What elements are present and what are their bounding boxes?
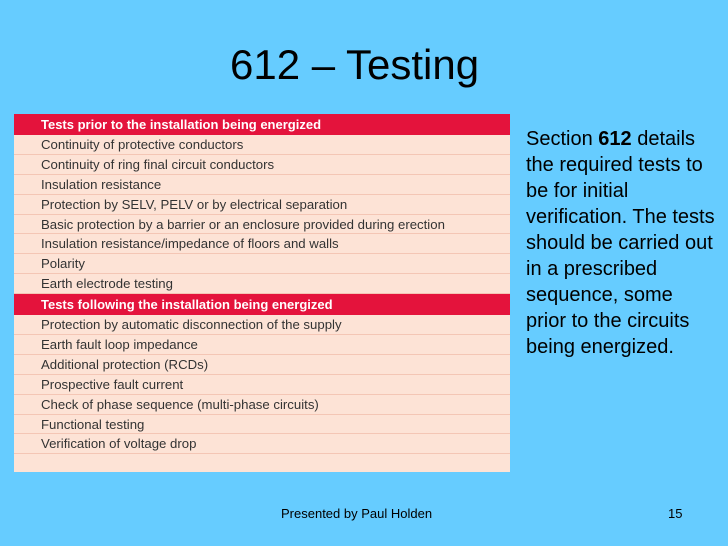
table-row: Earth fault loop impedance xyxy=(14,335,510,355)
table-row: Insulation resistance/impedance of floors and walls xyxy=(14,234,510,254)
table-row: Polarity xyxy=(14,254,510,274)
table-row: Verification of voltage drop xyxy=(14,434,510,454)
table-row: Insulation resistance xyxy=(14,175,510,195)
table-row: Basic protection by a barrier or an enclosure provided during erection xyxy=(14,215,510,235)
table-row: Protection by SELV, PELV or by electrical separation xyxy=(14,195,510,215)
description-prefix: Section xyxy=(526,128,599,150)
tests-table xyxy=(14,114,510,472)
table-header-prior: Tests prior to the installation being energized xyxy=(14,114,510,135)
table-row: Additional protection (RCDs) xyxy=(14,355,510,375)
table-row: Check of phase sequence (multi-phase circuits) xyxy=(14,395,510,415)
description-body: details the required tests to be for initial verification. The tests should be carried out in a prescribed sequence, some prior to the circuits being energized. xyxy=(526,128,715,358)
table-row: Protection by automatic disconnection of the supply xyxy=(14,315,510,335)
table-row: Continuity of protective conductors xyxy=(14,135,510,155)
table-row: Earth electrode testing xyxy=(14,274,510,294)
section-description xyxy=(526,126,716,360)
table-row: Prospective fault current xyxy=(14,375,510,395)
table-row: Functional testing xyxy=(14,415,510,435)
table-header-following: Tests following the installation being energized xyxy=(14,294,510,315)
presenter-credit: Presented by Paul Holden xyxy=(281,506,433,521)
page-number: 15 xyxy=(668,506,683,521)
table-row: Continuity of ring final circuit conductors xyxy=(14,155,510,175)
description-section-number: 612 xyxy=(598,128,632,150)
slide-title: 612 – Testing xyxy=(230,41,480,88)
